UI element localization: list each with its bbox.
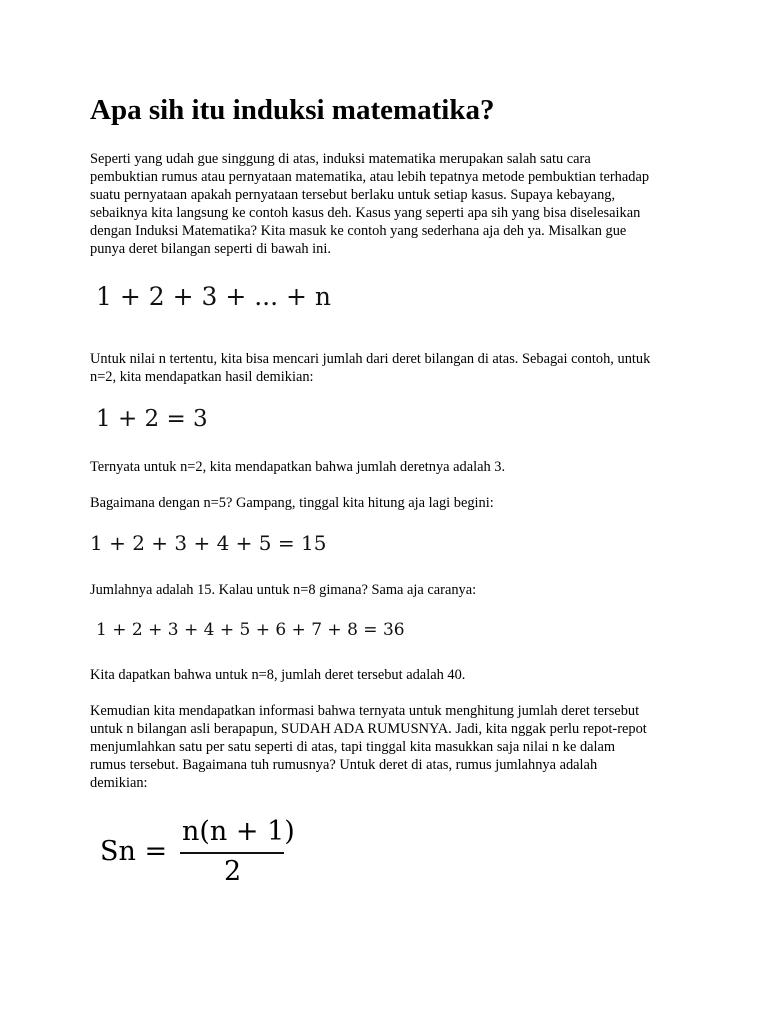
fraction-bar: [180, 852, 284, 854]
paragraph-line: n=2, kita mendapatkan hasil demikian:: [90, 369, 314, 385]
page-title: Apa sih itu induksi matematika?: [90, 94, 495, 126]
intro-paragraph: [90, 150, 649, 258]
paragraph-line: Untuk nilai n tertentu, kita bisa mencari jumlah dari deret bilangan di atas. Sebagai contoh, untuk: [90, 351, 651, 367]
paragraph-6: Kita dapatkan bahwa untuk n=8, jumlah deret tersebut adalah 40.: [90, 667, 466, 683]
paragraph-3: Ternyata untuk n=2, kita mendapatkan bahwa jumlah deretnya adalah 3.: [90, 459, 506, 475]
formula-sum-denominator: 2: [224, 856, 242, 887]
paragraph-2: [90, 350, 650, 386]
formula-series: 1 + 2 + 3 + ... + n: [96, 282, 332, 311]
paragraph-7: [90, 702, 647, 792]
paragraph-line: Kemudian kita mendapatkan informasi bahwa ternyata untuk menghitung jumlah deret tersebut: [90, 703, 640, 719]
intro-line: Seperti yang udah gue singgung di atas, induksi matematika merupakan salah satu cara: [90, 151, 591, 167]
intro-line: pembuktian rumus atau pernyataan matematika, atau lebih tepatnya metode pembuktian terhadap: [90, 169, 650, 185]
intro-line: suatu pernyataan apakah pernyataan tersebut berlaku untuk setiap kasus. Supaya kebayang,: [90, 187, 616, 203]
paragraph-line: demikian:: [90, 775, 148, 791]
formula-n2: 1 + 2 = 3: [96, 406, 208, 432]
intro-line: sebaiknya kita langsung ke contoh kasus deh. Kasus yang seperti apa sih yang bisa diselesaikan: [90, 205, 641, 221]
paragraph-line: menjumlahkan satu per satu seperti di atas, tapi tinggal kita masukkan saja nilai n ke dalam: [90, 739, 616, 755]
paragraph-4: Bagaimana dengan n=5? Gampang, tinggal kita hitung aja lagi begini:: [90, 495, 494, 511]
intro-line: dengan Induksi Matematika? Kita masuk ke contoh yang sederhana aja deh ya. Misalkan gue: [90, 223, 627, 239]
intro-line: punya deret bilangan seperti di bawah ini.: [90, 241, 331, 257]
formula-n5: 1 + 2 + 3 + 4 + 5 = 15: [90, 531, 327, 555]
formula-sum: [100, 814, 300, 894]
paragraph-5: Jumlahnya adalah 15. Kalau untuk n=8 gimana? Sama aja caranya:: [90, 582, 477, 598]
formula-n8: 1 + 2 + 3 + 4 + 5 + 6 + 7 + 8 = 36: [96, 620, 405, 640]
formula-sum-numerator: n(n + 1): [182, 816, 295, 847]
paragraph-line: untuk n bilangan asli berapapun, SUDAH ADA RUMUSNYA. Jadi, kita nggak perlu repot-repot: [90, 721, 647, 737]
paragraph-line: rumus tersebut. Bagaimana tuh rumusnya? Untuk deret di atas, rumus jumlahnya adalah: [90, 757, 598, 773]
formula-sum-lhs: Sn =: [100, 836, 168, 867]
